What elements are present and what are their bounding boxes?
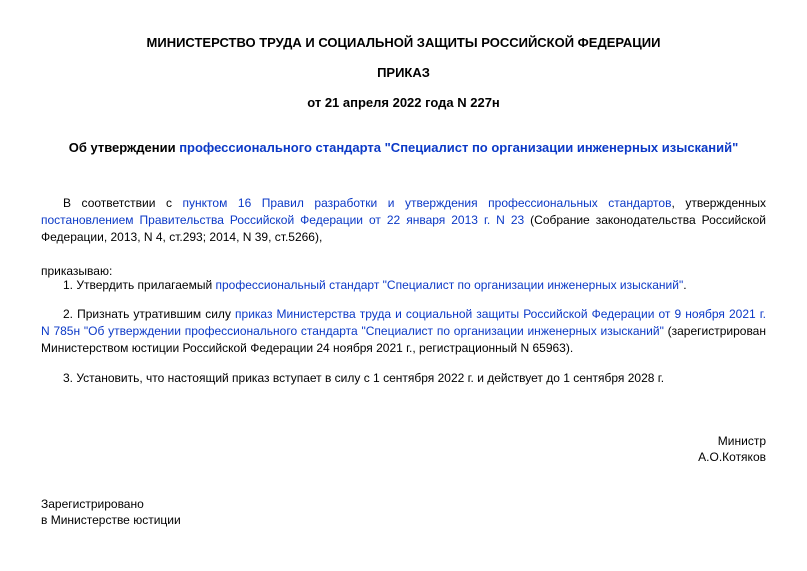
document-type-heading: ПРИКАЗ [377, 65, 430, 80]
previous-order-link[interactable]: приказ Министерства труда и социальной защиты Российской Федерации от 9 ноября 2021 г. N 785н "Об утверждении профессионального стандарта "Специалист по организации инженерных изысканий" [41, 307, 766, 338]
preamble-text-3: (Собрание законодательства Российской Федерации, 2013, N 4, ст.293; 2014, N 39, ст.5266), [41, 213, 766, 244]
order-word: приказываю: [41, 264, 113, 278]
preamble-text-1: В соответствии с [63, 196, 172, 210]
item-2-end: (зарегистрирован Министерством юстиции Российской Федерации 24 ноября 2021 г., регистрационный N 65963). [41, 324, 766, 355]
rules-clause-link[interactable]: пунктом 16 Правил разработки и утверждения профессиональных стандартов [182, 196, 672, 210]
title-standard-link[interactable]: профессионального стандарта "Специалист по организации инженерных изысканий" [179, 140, 739, 155]
item-1-text: 1. Утвердить прилагаемый [63, 278, 216, 292]
item-3-paragraph: 3. Установить, что настоящий приказ вступает в силу с 1 сентября 2022 г. и действует до 1 сентября 2028 г. [63, 371, 665, 385]
government-decree-link[interactable]: постановлением Правительства Российской Федерации от 22 января 2013 г. N 23 [41, 213, 525, 227]
preamble-text-2: , утвержденных [671, 196, 767, 210]
standard-link[interactable]: профессиональный стандарт "Специалист по организации инженерных изысканий" [215, 278, 684, 292]
preamble-paragraph [41, 195, 766, 246]
document-date-heading: от 21 апреля 2022 года N 227н [307, 95, 500, 110]
document-title [0, 139, 807, 156]
signature-name: А.О.Котяков [698, 450, 766, 464]
item-1-end: . [683, 278, 687, 292]
title-prefix: Об утверждении [68, 140, 180, 155]
registration-line-2: в Министерстве юстиции [41, 513, 181, 527]
item-2-paragraph [41, 306, 766, 357]
signature-role: Министр [717, 434, 766, 448]
registration-line-1: Зарегистрировано [41, 497, 144, 511]
item-2-text: 2. Признать утратившим силу [63, 307, 236, 321]
item-1-paragraph [41, 277, 766, 294]
ministry-heading: МИНИСТЕРСТВО ТРУДА И СОЦИАЛЬНОЙ ЗАЩИТЫ РОССИЙСКОЙ ФЕДЕРАЦИИ [146, 35, 661, 50]
